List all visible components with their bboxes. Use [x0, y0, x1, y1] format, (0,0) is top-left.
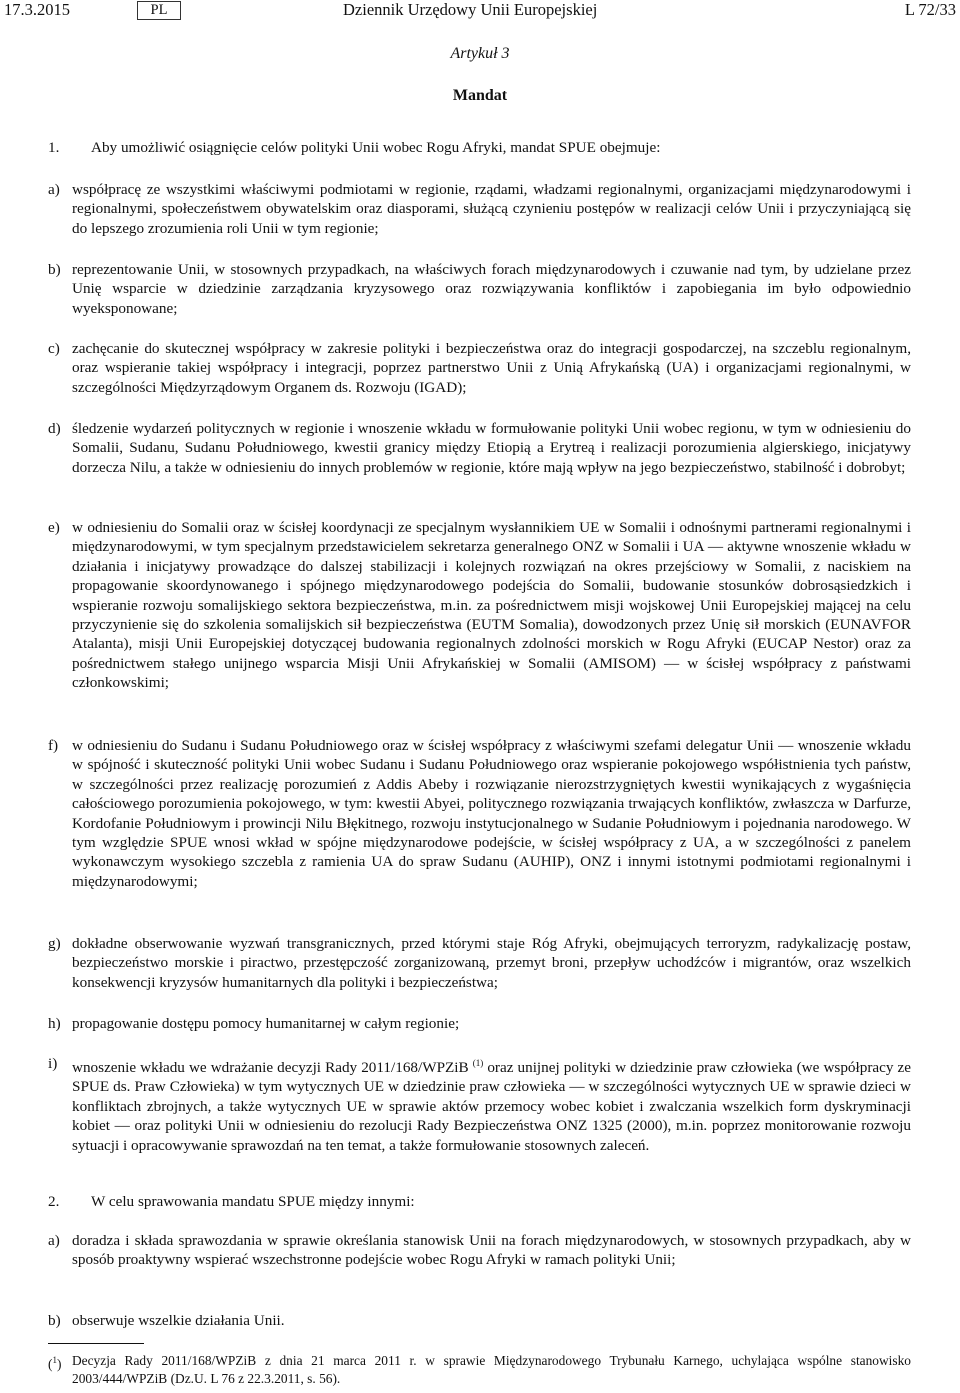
- item-label: f): [48, 737, 59, 754]
- footnote-divider: [48, 1343, 144, 1344]
- footnote-marker: ($^1$): [48, 1355, 62, 1372]
- journal-title: Dziennik Urzędowy Unii Europejskiej: [343, 0, 598, 19]
- article-number: Artykuł 3: [450, 45, 510, 62]
- item-label: a): [48, 1232, 60, 1249]
- item-text: w odniesieniu do Sudanu i Sudanu Południowego oraz w ścisłej współpracy z właściwymi szefami delegatur Unii — wnoszenie wkładu w spójność i skuteczność polityki Unii wobec Sudanu i Sudanu Południowego oraz wspieranie pokojowego współistnienia tych państw, w szczególności przez realizację porozumień z Addis Abeby i rozwiązanie nierozstrzygniętych kwestii wynikających z wygaśnięcia całościowego porozumienia pokojowego, w tym: kwestii Abyei, politycznego rozwiązania trwających konfliktów, zwłaszcza w Darfurze, Kordofanie Południowym i prowincji Nilu Błękitnego, rozwoju instytucjonalnego w Sudanie Południowym i pojednania narodowego. W tym względzie SPUE wnosi wkład w spójne międzynarodowe podejście, w ścisłej współpracy z UA, a w szczególności z panelem wykonawczym wysokiego szczebla z ramienia UA do spraw Sudanu (AUHIP), ONZ i innymi istotnymi podmiotami regionalnymi i międzynarodowymi;: [72, 737, 911, 890]
- item-text: śledzenie wydarzeń politycznych w regionie i wnoszenie wkładu w formułowanie polityki Unii wobec regionu, w tym w odniesieniu do Somalii, Sudanu, Sudanu Południowego, kwestii granicy między Etiopią a Erytreą i realizacji porozumienia algierskiego, inicjatywy dorzecza Nilu, a także w odniesieniu do innych problemów w regionie, które mają wpływ na jego bezpieczeństwo, stabilność i dobrobyt;: [72, 420, 911, 476]
- item-label: c): [48, 340, 60, 357]
- item-label: b): [48, 1312, 61, 1329]
- item-label: e): [48, 519, 60, 536]
- paragraph-text: W celu sprawowania mandatu SPUE między innymi:: [91, 1193, 415, 1210]
- item-text: zachęcanie do skutecznej współpracy w zakresie polityki i bezpieczeństwa oraz do integracji gospodarczej, na szczeblu regionalnym, oraz wspieranie takiej współpracy i integracji, poprzez partnerstwo Unii z Unią Afrykańską (UA) i organizacjami regionalnymi, w szczególności Międzyrządowym Organem ds. Rozwoju (IGAD);: [72, 340, 911, 396]
- item-label: a): [48, 181, 60, 198]
- item-text: reprezentowanie Unii, w stosownych przypadkach, na właściwych forach międzynarodowych i czuwanie nad tym, by udzielane przez Unię wsparcie w dziedzinie zarządzania kryzysowego oraz rozwiązywania konfliktów i zapobiegania im było odpowiednio wyeksponowane;: [72, 261, 911, 317]
- footnote-text: Decyzja Rady 2011/168/WPZiB z dnia 21 marca 2011 r. w sprawie Międzynarodowego Trybunału Karnego, uchylająca wspólne stanowisko 2003/444/WPZiB (Dz.U. L 76 z 22.3.2011, s. 56).: [72, 1353, 911, 1386]
- page-number: L 72/33: [904, 0, 956, 19]
- item-label: b): [48, 261, 61, 278]
- language-badge: PL: [137, 1, 181, 20]
- article-title: Mandat: [452, 87, 508, 104]
- item-text: propagowanie dostępu pomocy humanitarnej w całym regionie;: [72, 1015, 460, 1032]
- item-text: dokładne obserwowanie wyzwań transgranicznych, przed którymi staje Róg Afryki, obejmujących terroryzm, radykalizację postaw, bezpieczeństwo morskie i piractwo, przestępczość zorganizowaną, przemyt broni, przepływ uchodźców i migrantów, oraz wszelkich konsekwencji kryzysów humanitarnych dla polityki i bezpieczeństwa;: [72, 935, 911, 991]
- paragraph-number: 1.: [48, 139, 60, 156]
- item-label: d): [48, 420, 61, 437]
- item-text: [72, 1054, 911, 1155]
- item-text-after: oraz unijnej polityki w dziedzinie praw człowieka (we współpracy ze SPUE ds. Praw Człowieka) w tym wytycznych UE w dziedzinie praw człowieka — w szczególności wytycznych UE w sprawie dzieci w konfliktach zbrojnych, a także wytycznych UE w sprawie aktów przemocy wobec kobiet i zwalczania wszelkich form dyskryminacji kobiet — oraz polityki Unii w odniesieniu do rezolucji Rady Bezpieczeństwa ONZ 1325 (2000), m.in. poprzez monitorowanie rozwoju sytuacji i opracowywanie sprawozdań na ten temat, a także formułowanie stosownych zaleceń.: [72, 1059, 912, 1154]
- paragraph-text: Aby umożliwić osiągnięcie celów polityki Unii wobec Rogu Afryki, mandat SPUE obejmuje:: [91, 139, 661, 156]
- item-label: g): [48, 935, 61, 952]
- item-label: i): [48, 1055, 58, 1072]
- item-text: doradza i składa sprawozdania w sprawie określania stanowisk Unii na forach międzynarodowych, w stosownych przypadkach, aby w sposób proaktywny wspierać wszechstronne podejście wobec Rogu Afryki w ramach polityki Unii;: [72, 1232, 911, 1269]
- item-text-before: wnoszenie wkładu we wdrażanie decyzji Rady 2011/168/WPZiB: [72, 1059, 469, 1077]
- item-text: w odniesieniu do Somalii oraz w ścisłej koordynacji ze specjalnym wysłannikiem UE w Somalii i odnośnymi partnerami regionalnymi i międzynarodowymi, w tym specjalnym przedstawicielem sekretarza generalnego ONZ w Somalii i UA — aktywne wnoszenie wkładu w działania i inicjatywy prowadzące do dalszej stabilizacji i kolejnych rozwiązań na okres przejściowy w Somalii, z naciskiem na propagowanie skoordynowanego i spójnego międzynarodowego podejścia do Somalii, budowanie stosunków dobrosąsiedzkich i wspieranie rozwoju somalijskiego sektora bezpieczeństwa, m.in. za pośrednictwem misji wojskowej Unii Europejskiej mającej na celu przyczynienie się do szkolenia somalijskich sił bezpieczeństwa (EUTM Somalia), dowodzonych przez Unię sił morskich (EUNAVFOR Atalanta), misji Unii Europejskiej dotyczącej budowania regionalnych zdolności morskich w Rogu Afryki (EUCAP Nestor) oraz za pośrednictwem stałego unijnego wsparcia Misji Unii Afrykańskiej w Somalii (AMISOM) — w ścisłej współpracy z państwami członkowskimi;: [72, 519, 911, 692]
- header-date: 17.3.2015: [4, 0, 70, 19]
- item-text: współpracę ze wszystkimi właściwymi podmiotami w regionie, rządami, władzami regionalnymi, organizacjami międzynarodowymi i regionalnymi, społeczeństwem obywatelskim oraz diasporami, służącą czynieniu postępów w realizacji celów Unii i przyczyniającą się do lepszego zrozumienia roli Unii w tym regionie;: [72, 181, 911, 237]
- page-header: [0, 0, 960, 24]
- item-text: obserwuje wszelkie działania Unii.: [72, 1312, 285, 1329]
- footnote-reference[interactable]: (1): [472, 1058, 484, 1068]
- paragraph-number: 2.: [48, 1193, 60, 1210]
- item-label: h): [48, 1015, 61, 1032]
